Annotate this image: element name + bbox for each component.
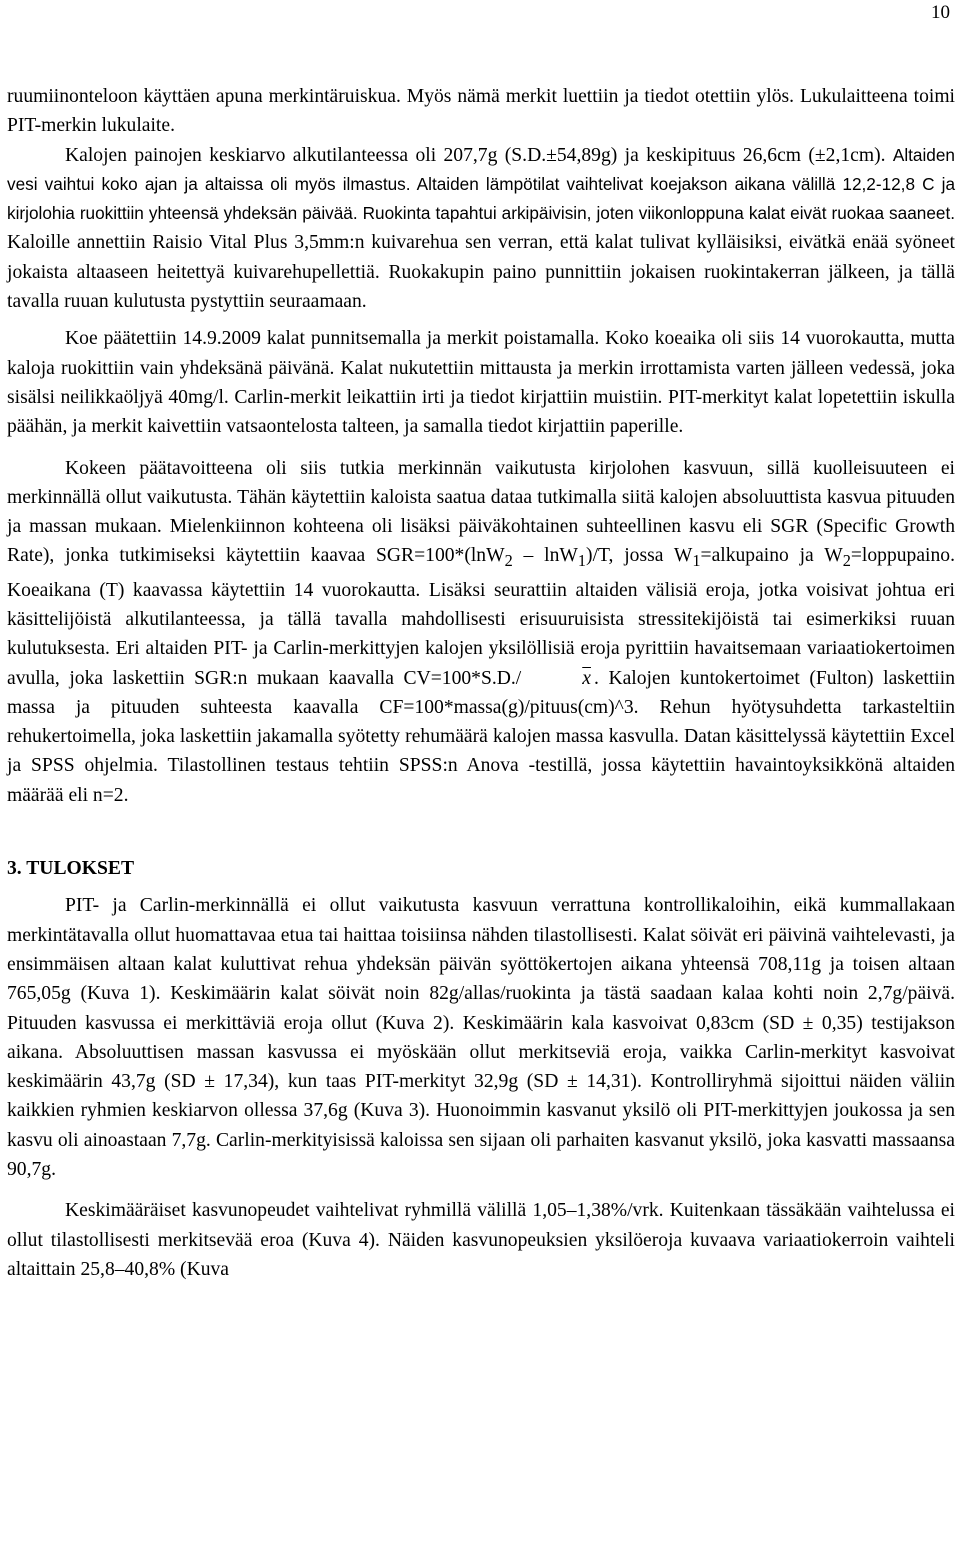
- page-number: 10: [931, 2, 950, 23]
- section-heading-results: 3. TULOKSET: [7, 858, 135, 880]
- paragraph-experiment-end: Koe päätettiin 14.9.2009 kalat punnitsemalla ja merkit poistamalla. Koko koeaika oli siis 14 vuorokautta, mutta kaloja ruokittiin vain yhdeksänä päivänä. Kalat nukutettiin mittausta ja merkin irrottamista varten jälleen vedessä, joka sisälsi neilikkaöljyä 40mg/l. Carlin-merkit leikattiin irti ja tiedot kirjattiin muistiin. PIT-merkityt kalat lopetettiin iskulla päähän, ja merkit kaivettiin vatsaontelosta talteen, ja samalla tiedot kirjattiin paperille.: [7, 328, 955, 438]
- document-body: [7, 82, 955, 1284]
- subscript: 1: [577, 551, 587, 571]
- paragraph-results-growth: PIT- ja Carlin-merkinnällä ei ollut vaikutusta kasvuun verrattuna kontrollikaloihin, eikä kummallakaan merkintätavalla ollut huomattavaa etua tai haittaa toisiinsa nähden tilastollisesti. Kalat söivät eri päivinä vaihtelevasti, ja ensimmäisen altaan kalat kuluttivat rehua yhdeksän päivän syöttökertojen aikana yhteensä 708,11g ja toisen altaan 765,05g (Kuva 1). Keskimäärin kalat söivät noin 82g/allas/ruokinta ja tästä saadaan kalaa kohti noin 2,7g/päivä. Pituuden kasvussa ei merkittäviä eroja ollut (Kuva 2). Keskimäärin kala kasvoivat 0,83cm (SD ± 0,35) testijakson aikana. Absoluuttisen massan kasvussa ei myöskään ollut merkitseviä eroja, vaikka Carlin-merkityt kasvoivat keskimäärin 43,7g (SD ± 17,34), kun taas PIT-merkityt 32,9g (SD ± 14,31). Kontrolliryhmä sijoittui näiden väliin kaikkien ryhmien keskiarvon ollessa 37,6g (Kuva 3). Huonoimmin kasvanut yksilö oli PIT-merkittyjen joukossa ja sen kasvu oli ainoastaan 7,7g. Carlin-merkityisissä kaloissa sen sijaan oli parhaiten kasvanut yksilö, joka kasvatti massaansa 90,7g.: [7, 895, 955, 1180]
- paragraph-fish-feeding: [7, 141, 955, 317]
- formula-text-part: . Kalojen kuntokertoimet (Fulton) laskettiin massa ja pituuden suhteesta kaavalla CF=100*massa(g)/pituus(cm)^3. Rehun hyötysuhdetta tarkasteltiin rehukertoimella, joka laskettiin jakamalla syötetty rehumäärä kalojen massa kasvulla. Datan käsittelyssä käytettiin Excel ja SPSS ohjelmia. Tilastollinen testaus tehtiin SPSS:n Anova -testillä, jossa käytettiin havaintoyksikkönä altaiden määrää eli n=2.: [7, 667, 955, 806]
- formula-text-part: – lnW: [512, 545, 578, 567]
- formula-text-part: Kokeen päätavoitteena oli siis tutkia merkinnän vaikutusta kirjolohen kasvuun, sillä kuolleisuuteen ei merkinnällä ollut vaikutusta. Tähän käytettiin kaloista saatua dataa tutkimalla siitä kalojen absoluuttista kasvua pituuden ja massan mukaan. Mielenkiinnon kohteena oli lisäksi päiväkohtainen suhteellinen kasvu eli SGR (Specific Growth Rate), jonka tutkimiseksi käytettiin kaavaa SGR=100*(lnW: [7, 457, 955, 567]
- formula-text-part: =loppupaino. Koeaikana (T) kaavassa käytettiin 14 vuorokautta. Lisäksi seurattiin altaiden välisiä eroja, jotka voisivat johtua eri käsittelijöistä alkutilanteessa, ja tällä tavalla mahdollisesti erisuuruisista stressitekijöistä tai esimerkiksi ruuan kulutuksesta. Eri altaiden PIT- ja Carlin-merkittyjen kalojen yksilöllisiä eroja pyrittiin havaitsemaan variaatiokertoimen avulla, joka laskettiin SGR:n mukaan kaavalla CV=100*S.D./: [7, 545, 955, 689]
- paragraph-growth-rates: Keskimääräiset kasvunopeudet vaihtelivat ryhmillä välillä 1,05–1,38%/vrk. Kuitenkaan tässäkään vaihtelussa ei ollut tilastollisesti merkitsevää eroa (Kuva 4). Näiden kasvunopeuksien yksilöeroja kuvaava variaatiokerroin vaihteli altaittain 25,8–40,8% (Kuva: [7, 1200, 955, 1280]
- paragraph-tagging-procedure: ruumiinonteloon käyttäen apuna merkintäruiskua. Myös nämä merkit luettiin ja tiedot otettiin ylös. Lukulaitteena toimi PIT-merkin lukulaite.: [7, 86, 955, 137]
- paragraph-text-feed: Kaloille annettiin Raisio Vital Plus 3,5mm:n kuivarehua sen verran, että kalat tulivat kylläisiksi, eivätkä enää syöneet jokaista altaaseen heitettyä kuivarehupellettiä. Ruokakupin paino punnittiin jokaisen ruokintakerran jälkeen, ja tällä tavalla ruuan kulutusta pystyttiin seuraamaan.: [7, 232, 955, 313]
- mean-symbol: $\overline{x}$: [582, 667, 591, 689]
- subscript: 2: [504, 551, 513, 571]
- subscript: 1: [692, 551, 701, 571]
- paragraph-text-water-temperature: Altaiden vesi vaihtui koko ajan ja altaissa oli myös ilmastus. Altaiden lämpötilat vaihtelivat koejakson aikana välillä 12,2-12,8 C ja kirjolohia ruokittiin yhteensä yhdeksän päivää. Ruokinta tapahtui arkipäivisin, joten viikonloppuna kalat eivät ruokaa saaneet.: [7, 144, 955, 224]
- formula-text-part: =alkupaino ja W: [700, 545, 843, 567]
- formula-text-part: )/T, jossa W: [586, 545, 693, 567]
- paragraph-text-initial-size: Kalojen painojen keskiarvo alkutilanteessa oli 207,7g (S.D.±54,89g) ja keskipituus 26,6cm (±2,1cm).: [65, 144, 886, 166]
- paragraph-methods-formulas: [7, 454, 955, 810]
- subscript: 2: [842, 551, 851, 571]
